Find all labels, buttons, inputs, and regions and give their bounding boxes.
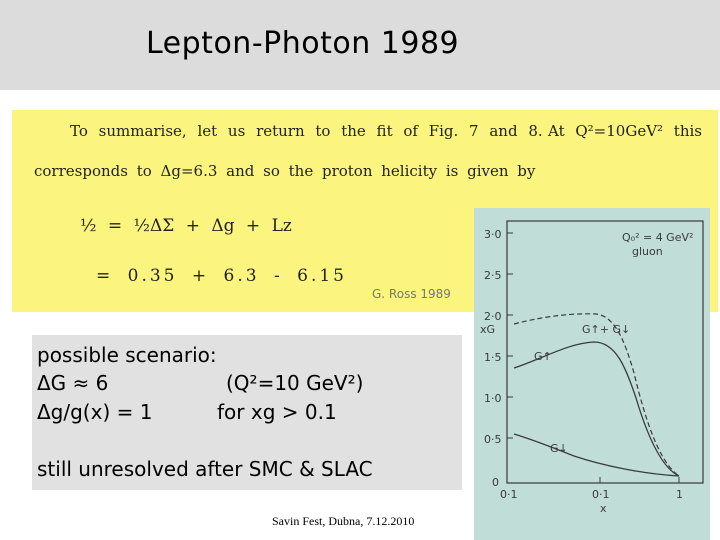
legend-scale: Q₀² = 4 GeV² [622, 231, 694, 244]
slide-title: Lepton-Photon 1989 [146, 26, 460, 61]
scenario-q2: (Q²=10 GeV²) [226, 371, 364, 395]
helicity-equation-values: = 0.35 + 6.3 - 6.15 [96, 266, 347, 286]
quote-line-1-end: At Q²=10GeV² this [548, 122, 702, 140]
quote-line-2: corresponds to Δg=6.3 and so the proton helicity is given by [34, 162, 536, 180]
curve-label-up: G↑ [534, 350, 552, 363]
curve-g-sum-dashed [514, 314, 679, 476]
gluon-plot-svg [474, 208, 710, 540]
curve-label-down: G↓ [550, 442, 568, 455]
x-axis-label: x [600, 502, 607, 515]
y-axis-label: xG [480, 323, 496, 336]
helicity-equation: ½ = ½ΔΣ + Δg + Lz [80, 216, 292, 236]
x-tick-label: 0·1 [500, 488, 518, 501]
scenario-heading: possible scenario: [37, 343, 217, 367]
footer: Savin Fest, Dubna, 7.12.2010 [272, 514, 415, 528]
scenario-unresolved: still unresolved after SMC & SLAC [37, 457, 373, 481]
gluon-plot [474, 208, 710, 540]
quote-line-1: To summarise, let us return to the fit of Fig. 7 and 8. [70, 122, 543, 140]
citation: G. Ross 1989 [372, 287, 451, 301]
y-tick-label: 1·5 [484, 351, 502, 364]
scenario-ratio: Δg/g(x) = 1 [37, 400, 153, 424]
y-tick-label: 0 [492, 476, 499, 489]
scenario-xg-condition: for xg > 0.1 [217, 400, 337, 424]
x-tick-label: 0·1 [592, 488, 610, 501]
legend-gluon: gluon [632, 245, 663, 258]
y-tick-label: 2·0 [484, 310, 502, 323]
curve-label-sum: G↑+ G↓ [582, 323, 631, 336]
scenario-delta-G: ΔG ≈ 6 [37, 371, 109, 395]
y-tick-label: 2·5 [484, 269, 502, 282]
x-tick-label: 1 [676, 488, 683, 501]
y-tick-label: 1·0 [484, 392, 502, 405]
y-tick-label: 0·5 [484, 433, 502, 446]
y-tick-label: 3·0 [484, 228, 502, 241]
